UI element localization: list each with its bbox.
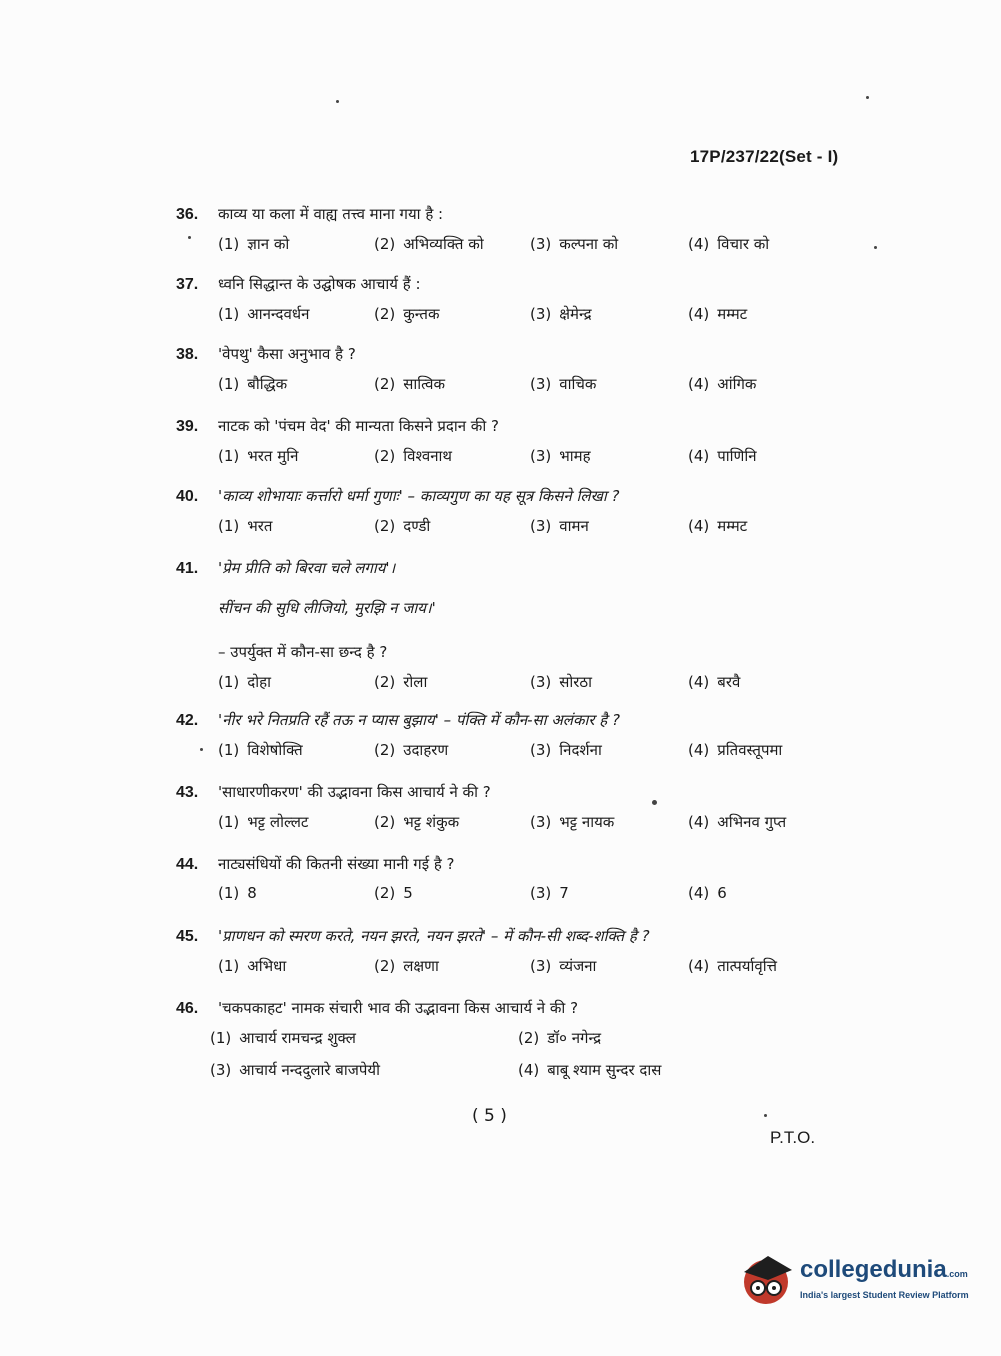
options bbox=[218, 234, 838, 258]
option-3: (3) वाचिक bbox=[530, 375, 597, 393]
brand-tagline: India's largest Student Review Platform bbox=[800, 1290, 969, 1300]
option-1: (1) आचार्य रामचन्द्र शुक्ल bbox=[210, 1029, 356, 1047]
option-2: (2) रोला bbox=[374, 673, 428, 691]
question-number: 41. bbox=[176, 560, 199, 577]
options bbox=[218, 374, 838, 398]
option-3: (3) 7 bbox=[530, 884, 569, 902]
question-number: 36. bbox=[176, 206, 199, 223]
collegedunia-logo bbox=[740, 1246, 970, 1316]
option-2: (2) अभिव्यक्ति को bbox=[374, 235, 484, 253]
option-2: (2) कुन्तक bbox=[374, 305, 440, 323]
option-3: (3) कल्पना को bbox=[530, 235, 619, 253]
option-3: (3) सोरठा bbox=[530, 673, 593, 691]
question-number: 43. bbox=[176, 784, 199, 801]
option-4: (4) प्रतिवस्तूपमा bbox=[688, 741, 783, 759]
options bbox=[218, 446, 838, 470]
option-4: (4) बरवै bbox=[688, 673, 741, 691]
question-text: 'प्रेम प्रीति को बिरवा चले लगाय'। bbox=[218, 559, 396, 577]
verse-line-2: सींचन की सुधि लीजियो, मुरझि न जाय।' bbox=[218, 599, 436, 617]
pto-label: P.T.O. bbox=[770, 1128, 816, 1147]
question-text: 'काव्य शोभायाः कर्त्तारो धर्मा गुणाः' – काव्यगुण का यह सूत्र किसने लिखा ? bbox=[218, 487, 620, 505]
brand-name: collegedunia.com bbox=[800, 1256, 968, 1283]
option-4: (4) विचार को bbox=[688, 235, 770, 253]
options bbox=[218, 304, 838, 328]
option-2: (2) लक्षणा bbox=[374, 957, 439, 975]
option-1: (1) भट्ट लोल्लट bbox=[218, 813, 309, 831]
scan-speck bbox=[874, 246, 877, 249]
options bbox=[218, 740, 838, 764]
option-1: (1) बौद्धिक bbox=[218, 375, 288, 393]
options bbox=[218, 672, 838, 696]
option-3: (3) व्यंजना bbox=[530, 957, 597, 975]
option-4: (4) 6 bbox=[688, 884, 727, 902]
question-text: काव्य या कला में वाह्य तत्त्व माना गया है : bbox=[218, 205, 444, 223]
question-number: 39. bbox=[176, 418, 199, 435]
option-2: (2) विश्वनाथ bbox=[374, 447, 452, 465]
options bbox=[218, 956, 838, 980]
option-2: (2) दण्डी bbox=[374, 517, 431, 535]
question-text: ध्वनि सिद्धान्त के उद्घोषक आचार्य हैं : bbox=[218, 275, 421, 293]
question-text: नाट्यसंधियों की कितनी संख्या मानी गई है ? bbox=[218, 855, 455, 873]
question-text: 'प्राणधन को स्मरण करते, नयन झरते, नयन झरते' – में कौन-सी शब्द-शक्ति है ? bbox=[218, 927, 650, 945]
question-number: 38. bbox=[176, 346, 199, 363]
scan-speck bbox=[336, 100, 339, 103]
option-4: (4) मम्मट bbox=[688, 517, 748, 535]
option-3: (3) क्षेमेन्द्र bbox=[530, 305, 592, 323]
option-1: (1) आनन्दवर्धन bbox=[218, 305, 310, 323]
option-2: (2) सात्विक bbox=[374, 375, 445, 393]
question-text: 'साधारणीकरण' की उद्भावना किस आचार्य ने की ? bbox=[218, 783, 491, 801]
option-4: (4) बाबू श्याम सुन्दर दास bbox=[518, 1061, 662, 1079]
options bbox=[218, 884, 838, 908]
question-text: नाटक को 'पंचम वेद' की मान्यता किसने प्रदान की ? bbox=[218, 417, 499, 435]
scan-speck bbox=[764, 1114, 767, 1117]
options bbox=[218, 812, 838, 836]
option-4: (4) अभिनव गुप्त bbox=[688, 813, 787, 831]
option-1: (1) दोहा bbox=[218, 673, 271, 691]
question-text: 'चकपकाहट' नामक संचारी भाव की उद्भावना किस आचार्य ने की ? bbox=[218, 999, 579, 1017]
option-1: (1) ज्ञान को bbox=[218, 235, 290, 253]
scan-speck bbox=[200, 748, 203, 751]
option-2: (2) भट्ट शंकुक bbox=[374, 813, 460, 831]
question-prompt: – उपर्युक्त में कौन-सा छन्द है ? bbox=[218, 643, 388, 661]
option-1: (1) विशेषोक्ति bbox=[218, 741, 303, 759]
option-4: (4) पाणिनि bbox=[688, 447, 757, 465]
option-3: (3) भामह bbox=[530, 447, 591, 465]
option-3: (3) निदर्शना bbox=[530, 741, 602, 759]
option-1: (1) अभिधा bbox=[218, 957, 287, 975]
question-number: 42. bbox=[176, 712, 199, 729]
option-2: (2) डॉ० नगेन्द्र bbox=[518, 1029, 602, 1047]
option-1: (1) भरत bbox=[218, 517, 273, 535]
option-3: (3) भट्ट नायक bbox=[530, 813, 615, 831]
scan-speck bbox=[866, 96, 869, 99]
question-number: 46. bbox=[176, 1000, 199, 1017]
question-number: 37. bbox=[176, 276, 199, 293]
option-4: (4) मम्मट bbox=[688, 305, 748, 323]
option-3: (3) आचार्य नन्ददुलारे बाजपेयी bbox=[210, 1061, 380, 1079]
question-text: 'नीर भरे नितप्रति रहैं तऊ न प्यास बुझाय' – पंक्ति में कौन-सा अलंकार है ? bbox=[218, 711, 620, 729]
options bbox=[210, 1028, 838, 1052]
question-number: 44. bbox=[176, 856, 199, 873]
option-4: (4) आंगिक bbox=[688, 375, 757, 393]
scan-speck bbox=[188, 236, 191, 239]
option-1: (1) भरत मुनि bbox=[218, 447, 299, 465]
question-text: 'वेपथु' कैसा अनुभाव है ? bbox=[218, 345, 356, 363]
mascot-icon bbox=[740, 1248, 796, 1310]
page-number: ( 5 ) bbox=[472, 1106, 507, 1126]
options-row-2 bbox=[210, 1060, 838, 1084]
options bbox=[218, 516, 838, 540]
option-4: (4) तात्पर्यावृत्ति bbox=[688, 957, 777, 975]
question-number: 40. bbox=[176, 488, 199, 505]
scan-speck bbox=[652, 800, 657, 805]
option-2: (2) उदाहरण bbox=[374, 741, 449, 759]
option-3: (3) वामन bbox=[530, 517, 589, 535]
question-number: 45. bbox=[176, 928, 199, 945]
option-1: (1) 8 bbox=[218, 884, 257, 902]
paper-code: 17P/237/22(Set - I) bbox=[690, 147, 839, 166]
option-2: (2) 5 bbox=[374, 884, 413, 902]
